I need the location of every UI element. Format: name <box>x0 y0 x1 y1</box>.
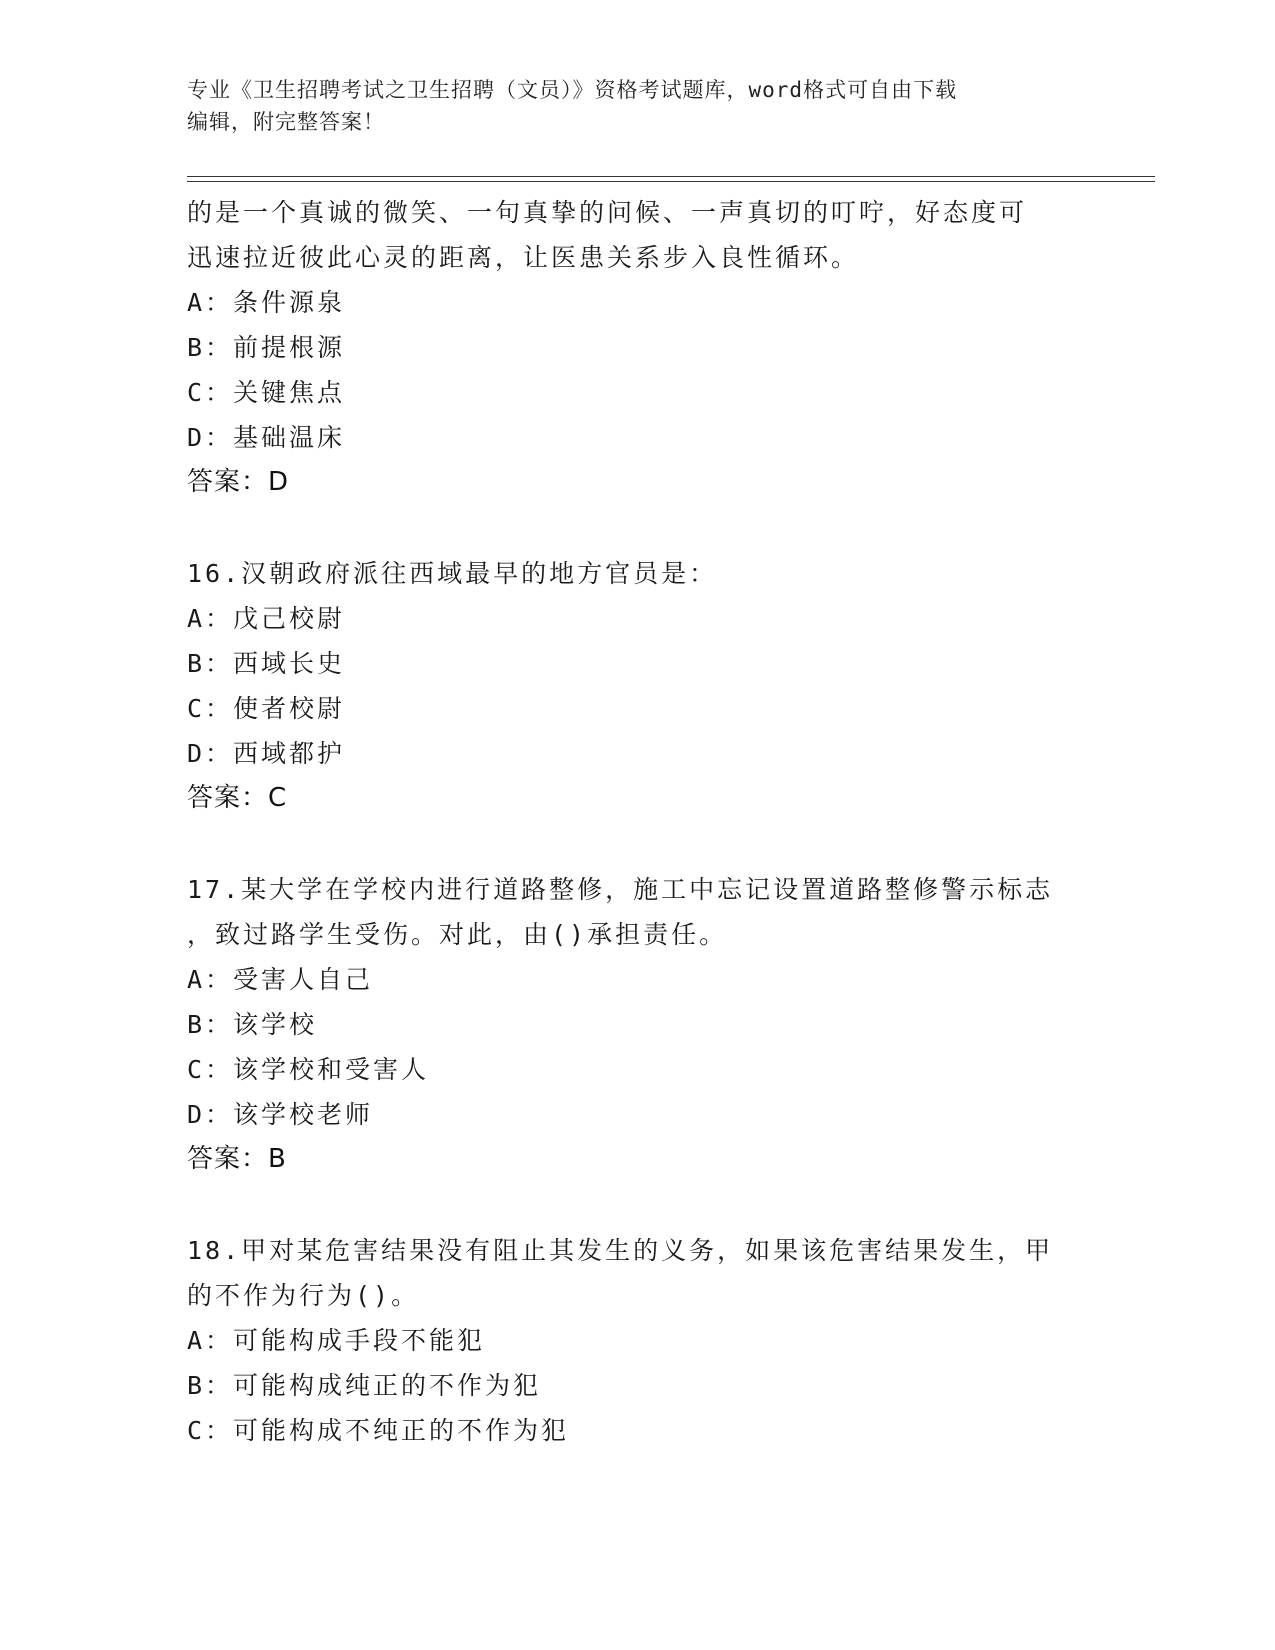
question-15-continuation <box>187 190 1087 505</box>
option-d: D：该学校老师 <box>187 1100 374 1129</box>
option-d: D：西域都护 <box>187 739 346 768</box>
option-c: C：关键焦点 <box>187 378 346 407</box>
spacer <box>187 821 1087 867</box>
question-text-line: 16.汉朝政府派往西域最早的地方官员是： <box>187 559 718 588</box>
answer-line: 答案：D <box>187 467 290 497</box>
option-c: C：可能构成不纯正的不作为犯 <box>187 1416 570 1445</box>
option-a: A：可能构成手段不能犯 <box>187 1326 486 1355</box>
question-text-line: ，致过路学生受伤。对此，由()承担责任。 <box>187 920 728 949</box>
answer-line: 答案：C <box>187 783 288 813</box>
option-a: A：受害人自己 <box>187 965 374 994</box>
option-b: B：西域长史 <box>187 649 346 678</box>
question-text-line: 17.某大学在学校内进行道路整修，施工中忘记设置道路整修警示标志 <box>187 875 1054 904</box>
question-18 <box>187 1228 1087 1453</box>
question-text-line: 迅速拉近彼此心灵的距离，让医患关系步入良性循环。 <box>187 243 860 272</box>
spacer <box>187 505 1087 551</box>
header-divider-bottom <box>187 181 1155 182</box>
option-a: A：戊己校尉 <box>187 604 346 633</box>
option-b: B：前提根源 <box>187 333 346 362</box>
question-17 <box>187 867 1087 1182</box>
header-line-2: 编辑，附完整答案！ <box>187 110 385 134</box>
question-text-line: 的不作为行为()。 <box>187 1281 420 1310</box>
question-16 <box>187 551 1087 821</box>
header-divider-top <box>187 176 1155 177</box>
spacer <box>187 1182 1087 1228</box>
option-d: D：基础温床 <box>187 423 346 452</box>
document-header <box>187 74 1067 138</box>
option-a: A：条件源泉 <box>187 288 346 317</box>
question-text-line: 18.甲对某危害结果没有阻止其发生的义务，如果该危害结果发生，甲 <box>187 1236 1054 1265</box>
header-line-1: 专业《卫生招聘考试之卫生招聘（文员）》资格考试题库，word格式可自由下载 <box>187 78 958 102</box>
answer-line: 答案：B <box>187 1144 287 1174</box>
option-b: B：该学校 <box>187 1010 318 1039</box>
option-c: C：该学校和受害人 <box>187 1055 430 1084</box>
option-c: C：使者校尉 <box>187 694 346 723</box>
document-body <box>187 190 1087 1453</box>
question-text-line: 的是一个真诚的微笑、一句真挚的问候、一声真切的叮咛，好态度可 <box>187 198 1028 227</box>
option-b: B：可能构成纯正的不作为犯 <box>187 1371 542 1400</box>
